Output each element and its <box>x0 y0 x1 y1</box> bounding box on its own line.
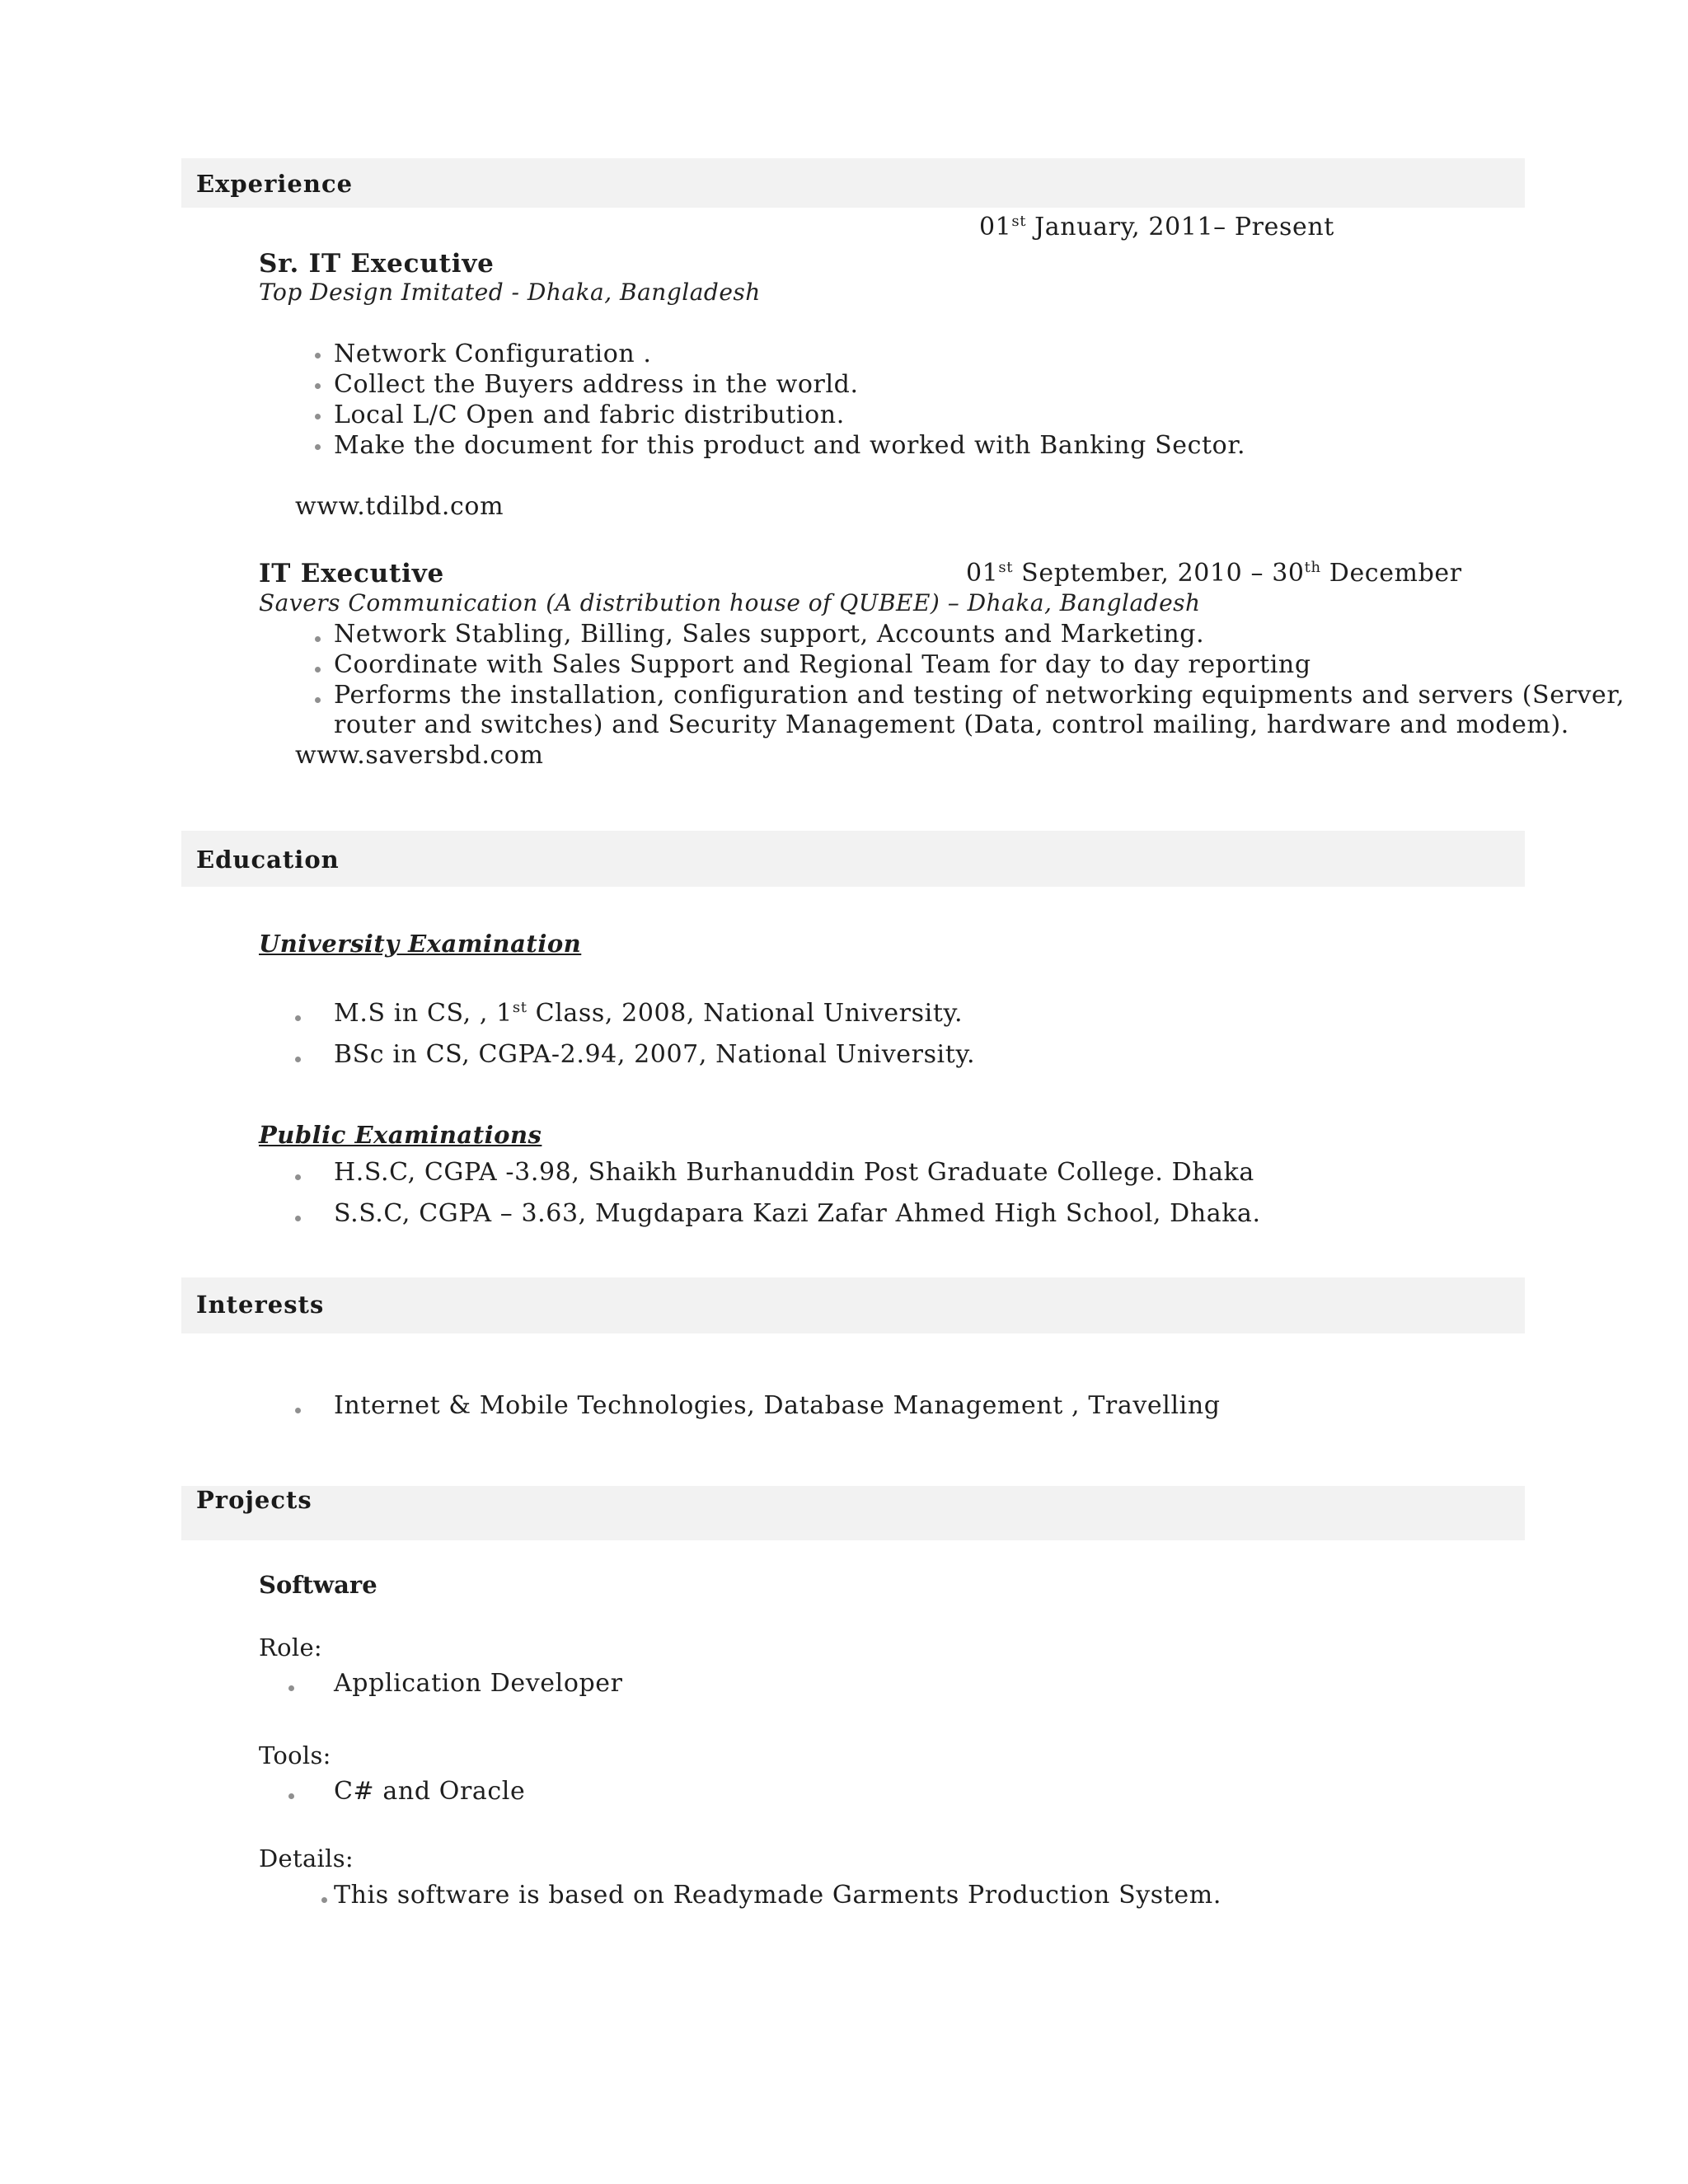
bullet-icon <box>295 1057 301 1062</box>
job-1-website[interactable]: www.tdilbd.com <box>295 492 504 521</box>
education-title: Education <box>196 846 340 874</box>
interest-item: Internet & Mobile Technologies, Database Management , Travelling <box>334 1391 1221 1420</box>
job-1-bullet: Network Configuration . <box>334 340 652 368</box>
projects-title: Projects <box>196 1486 312 1514</box>
university-examination-heading: University Examination <box>259 930 582 958</box>
job-1-date: 01st January, 2011– Present <box>979 213 1334 241</box>
public-exam-item: H.S.C, CGPA -3.98, Shaikh Burhanuddin Post Graduate College. Dhaka <box>334 1158 1254 1187</box>
bullet-icon <box>321 1897 327 1903</box>
bullet-icon <box>288 1685 294 1691</box>
job-1-company: Top Design Imitated - Dhaka, Bangladesh <box>259 279 761 306</box>
job-2-title: IT Executive <box>259 559 445 588</box>
bullet-icon <box>295 1015 301 1021</box>
role-label: Role: <box>259 1633 323 1661</box>
university-item: BSc in CS, CGPA-2.94, 2007, National University. <box>334 1040 976 1069</box>
bullet-icon <box>315 414 321 419</box>
project-name: Software <box>259 1571 377 1599</box>
interests-section-header <box>181 1277 1525 1333</box>
job-2-company: Savers Communication (A distribution house of QUBEE) – Dhaka, Bangladesh <box>259 589 1201 616</box>
bullet-icon <box>315 353 321 359</box>
job-1-bullet: Local L/C Open and fabric distribution. <box>334 401 845 429</box>
job-2-bullet: Performs the installation, configuration and testing of networking equipments and servers (Server, <box>334 681 1625 710</box>
interests-title: Interests <box>196 1291 325 1319</box>
bullet-icon <box>315 697 321 703</box>
bullet-icon <box>295 1408 301 1413</box>
education-section-header <box>181 831 1525 887</box>
details-label: Details: <box>259 1844 354 1872</box>
university-item: M.S in CS, , 1st Class, 2008, National University. <box>334 999 964 1028</box>
job-2-bullet: Network Stabling, Billing, Sales support, Accounts and Marketing. <box>334 620 1205 649</box>
tools-label: Tools: <box>259 1741 331 1769</box>
bullet-icon <box>295 1216 301 1221</box>
public-exam-item: S.S.C, CGPA – 3.63, Mugdapara Kazi Zafar Ahmed High School, Dhaka. <box>334 1199 1261 1228</box>
bullet-icon <box>315 667 321 673</box>
job-2-date: 01st September, 2010 – 30th December <box>966 559 1462 588</box>
details-item: This software is based on Readymade Garments Production System. <box>334 1881 1221 1910</box>
job-1-bullet: Collect the Buyers address in the world. <box>334 370 859 399</box>
experience-title: Experience <box>196 170 354 198</box>
projects-section-header <box>181 1486 1525 1540</box>
job-1-title: Sr. IT Executive <box>259 249 495 279</box>
bullet-icon <box>315 444 321 450</box>
job-2-website[interactable]: www.saversbd.com <box>295 741 544 770</box>
job-2-bullet: Coordinate with Sales Support and Regional Team for day to day reporting <box>334 650 1311 679</box>
role-item: Application Developer <box>334 1669 623 1698</box>
bullet-icon <box>295 1174 301 1180</box>
bullet-icon <box>315 383 321 389</box>
experience-section-header <box>181 158 1525 208</box>
bullet-icon <box>315 636 321 642</box>
tools-item: C# and Oracle <box>334 1777 526 1806</box>
public-examinations-heading: Public Examinations <box>259 1121 542 1149</box>
job-2-bullet-continuation: router and switches) and Security Management (Data, control mailing, hardware and modem). <box>334 710 1569 739</box>
job-1-bullet: Make the document for this product and worked with Banking Sector. <box>334 431 1246 460</box>
bullet-icon <box>288 1793 294 1799</box>
